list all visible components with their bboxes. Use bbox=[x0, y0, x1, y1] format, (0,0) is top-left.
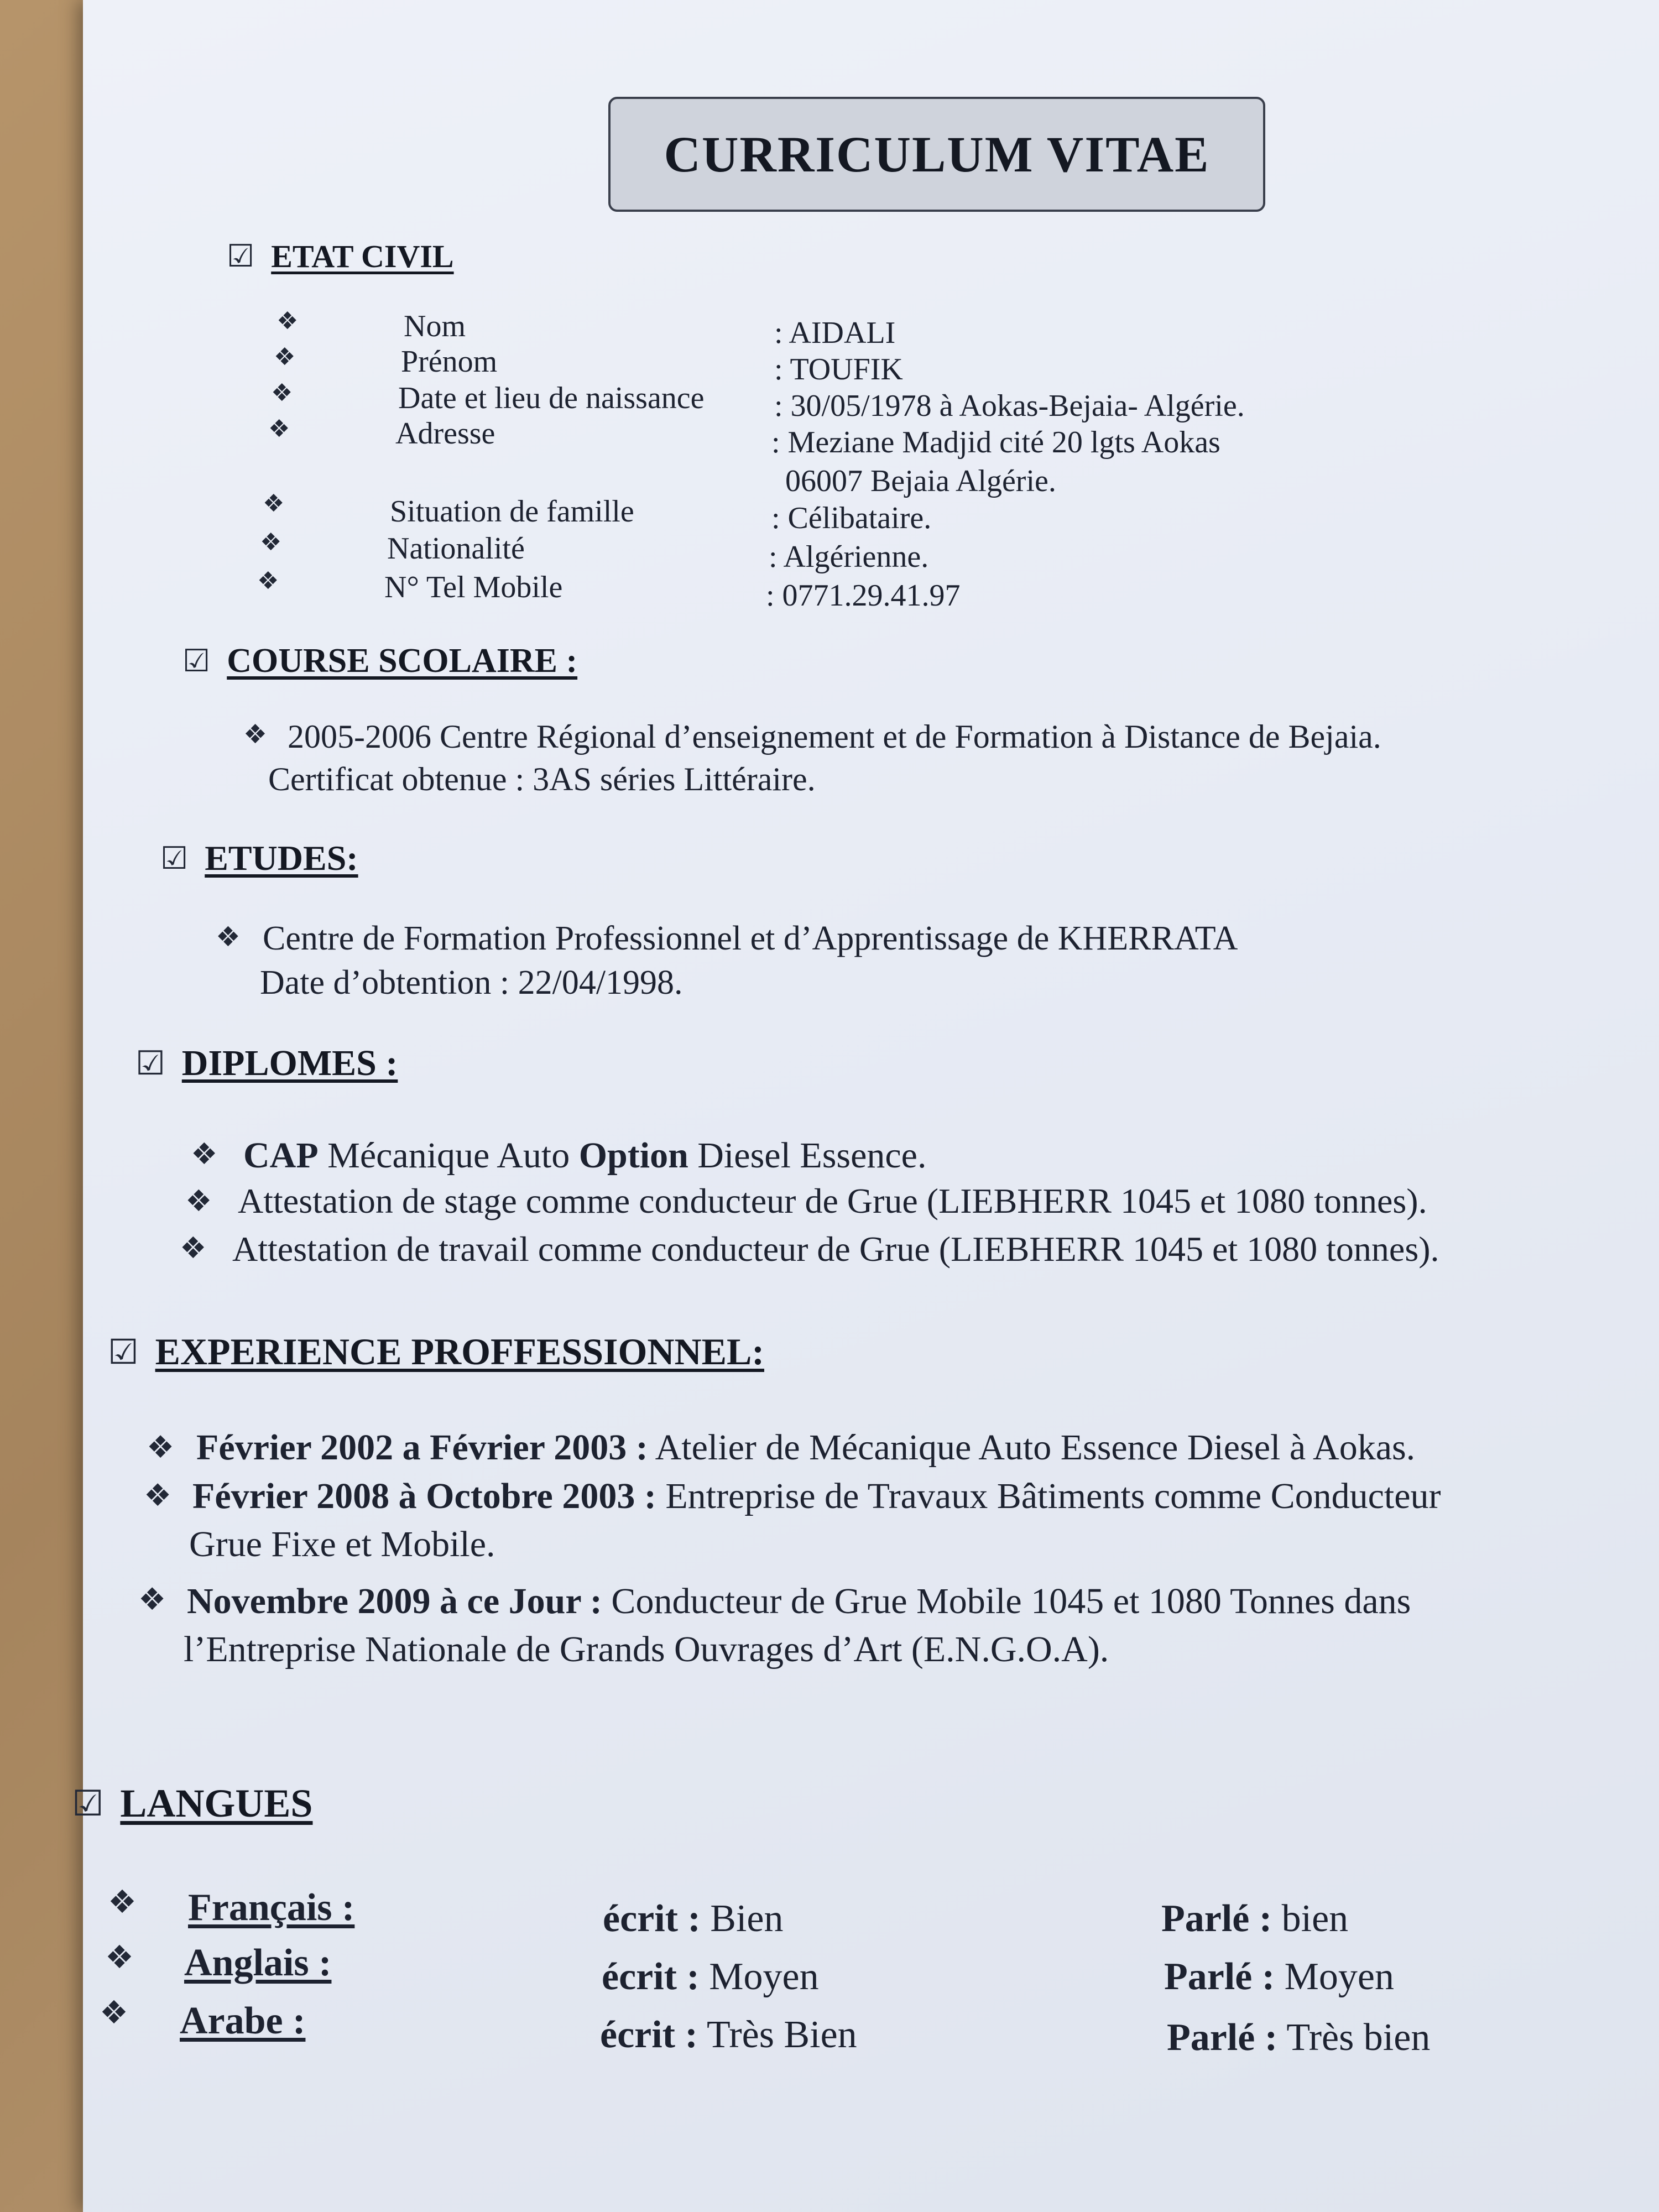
section-heading: LANGUES bbox=[120, 1781, 313, 1825]
section-etudes bbox=[160, 838, 358, 879]
parle-value: Moyen bbox=[1275, 1955, 1394, 1998]
section-diplomes bbox=[135, 1042, 398, 1084]
civil-value: : 30/05/1978 à Aokas-Bejaia- Algérie. bbox=[774, 389, 1245, 423]
bullet-icon: ❖ bbox=[257, 567, 279, 595]
section-heading: EXPERIENCE PROFFESSIONNEL: bbox=[155, 1331, 764, 1373]
language-parle-arabe bbox=[1167, 2016, 1430, 2060]
language-ecrit-arabe bbox=[600, 2013, 857, 2057]
civil-value: : TOUFIK bbox=[774, 352, 903, 387]
experience-item-2 bbox=[192, 1475, 1441, 1517]
bullet-icon: ❖ bbox=[260, 528, 282, 556]
checkbox-icon: ☑ bbox=[227, 238, 255, 274]
language-name-francais: Français : bbox=[188, 1886, 355, 1929]
bullet-icon: ❖ bbox=[263, 489, 285, 518]
diplome-cap: CAP bbox=[243, 1135, 319, 1176]
section-heading: ETAT CIVIL bbox=[271, 238, 454, 274]
diplome-item-2: Attestation de stage comme conducteur de Grue (LIEBHERR 1045 et 1080 tonnes). bbox=[238, 1181, 1427, 1220]
experience-text: Atelier de Mécanique Auto Essence Diesel à Aokas. bbox=[648, 1427, 1416, 1468]
bullet-icon: ❖ bbox=[185, 1183, 212, 1218]
experience-item-2-cont: Grue Fixe et Mobile. bbox=[189, 1524, 495, 1564]
civil-value: : 0771.29.41.97 bbox=[766, 578, 961, 613]
checkbox-icon: ☑ bbox=[72, 1783, 104, 1824]
diplome-option: Option bbox=[578, 1135, 688, 1176]
bullet-icon: ❖ bbox=[271, 379, 293, 407]
civil-label: Nom bbox=[404, 309, 466, 343]
experience-period: Février 2002 a Février 2003 : bbox=[196, 1427, 648, 1468]
section-langues bbox=[72, 1781, 312, 1827]
section-etat-civil bbox=[227, 238, 454, 275]
section-heading: COURSE SCOLAIRE : bbox=[227, 642, 578, 680]
language-name-anglais: Anglais : bbox=[184, 1942, 332, 1984]
civil-value: : Célibataire. bbox=[771, 501, 932, 535]
civil-label: N° Tel Mobile bbox=[384, 570, 563, 604]
parle-value: bien bbox=[1272, 1897, 1349, 1940]
page-title: CURRICULUM VITAE bbox=[664, 126, 1210, 182]
experience-item-3 bbox=[187, 1580, 1411, 1623]
diplome-text: Mécanique Auto bbox=[318, 1135, 579, 1176]
civil-label: Nationalité bbox=[387, 531, 525, 566]
section-heading: DIPLOMES : bbox=[181, 1043, 398, 1083]
civil-label: Adresse bbox=[395, 416, 495, 451]
language-parle-anglais bbox=[1164, 1955, 1394, 1999]
ecrit-label: écrit : bbox=[602, 1955, 700, 1998]
diplome-text: Diesel Essence. bbox=[688, 1135, 927, 1176]
section-experience bbox=[108, 1330, 764, 1374]
civil-label: Situation de famille bbox=[390, 494, 634, 529]
civil-value: : Algérienne. bbox=[769, 540, 929, 574]
civil-value: : AIDALI bbox=[774, 316, 896, 350]
course-line-2: Certificat obtenue : 3AS séries Littéraire. bbox=[268, 761, 816, 797]
diplome-item-3: Attestation de travail comme conducteur de Grue (LIEBHERR 1045 et 1080 tonnes). bbox=[232, 1229, 1439, 1269]
language-ecrit-francais bbox=[603, 1897, 784, 1941]
bullet-icon: ❖ bbox=[243, 719, 268, 750]
course-line-1: 2005-2006 Centre Régional d’enseignement et de Formation à Distance de Bejaia. bbox=[288, 718, 1381, 755]
parle-value: Très bien bbox=[1277, 2016, 1431, 2059]
etudes-line-2: Date d’obtention : 22/04/1998. bbox=[260, 964, 683, 1001]
civil-value: : Meziane Madjid cité 20 lgts Aokas bbox=[771, 425, 1220, 460]
ecrit-label: écrit : bbox=[603, 1897, 701, 1940]
parle-label: Parlé : bbox=[1164, 1955, 1275, 1998]
bullet-icon: ❖ bbox=[144, 1478, 172, 1514]
bullet-icon: ❖ bbox=[147, 1430, 175, 1465]
experience-text: Conducteur de Grue Mobile 1045 et 1080 Tonnes dans bbox=[602, 1581, 1411, 1621]
title-box bbox=[608, 97, 1265, 212]
bullet-icon: ❖ bbox=[216, 921, 241, 953]
checkbox-icon: ☑ bbox=[160, 840, 189, 877]
section-course-scolaire bbox=[182, 641, 577, 681]
language-name-arabe: Arabe : bbox=[180, 2000, 306, 2042]
bullet-icon: ❖ bbox=[138, 1582, 166, 1618]
checkbox-icon: ☑ bbox=[108, 1332, 139, 1372]
parle-label: Parlé : bbox=[1167, 2016, 1278, 2059]
ecrit-value: Moyen bbox=[699, 1955, 819, 1998]
civil-value: 06007 Bejaia Algérie. bbox=[785, 464, 1056, 498]
civil-label: Date et lieu de naissance bbox=[398, 381, 705, 415]
parle-label: Parlé : bbox=[1161, 1897, 1272, 1940]
experience-item-3-cont: l’Entreprise Nationale de Grands Ouvrages d’Art (E.N.G.O.A). bbox=[184, 1629, 1109, 1670]
section-heading: ETUDES: bbox=[205, 838, 358, 878]
ecrit-label: écrit : bbox=[600, 2013, 698, 2056]
language-ecrit-anglais bbox=[602, 1955, 819, 1999]
bullet-icon: ❖ bbox=[268, 415, 290, 443]
bullet-icon: ❖ bbox=[105, 1938, 134, 1976]
etudes-line-1: Centre de Formation Professionnel et d’Apprentissage de KHERRATA bbox=[263, 920, 1238, 957]
bullet-icon: ❖ bbox=[100, 1994, 128, 2031]
civil-label: Prénom bbox=[401, 345, 498, 379]
experience-period: Février 2008 à Octobre 2003 : bbox=[192, 1476, 656, 1516]
bullet-icon: ❖ bbox=[274, 343, 296, 371]
cv-paper bbox=[72, 0, 1659, 2212]
ecrit-value: Bien bbox=[700, 1897, 784, 1940]
language-parle-francais bbox=[1161, 1897, 1348, 1941]
ecrit-value: Très Bien bbox=[697, 2013, 857, 2056]
bullet-icon: ❖ bbox=[191, 1136, 218, 1171]
bullet-icon: ❖ bbox=[276, 307, 299, 335]
diplome-item-1 bbox=[243, 1135, 926, 1177]
bullet-icon: ❖ bbox=[180, 1230, 207, 1265]
experience-period: Novembre 2009 à ce Jour : bbox=[187, 1581, 602, 1621]
checkbox-icon: ☑ bbox=[135, 1044, 165, 1083]
experience-item-1 bbox=[196, 1427, 1415, 1469]
bullet-icon: ❖ bbox=[108, 1883, 137, 1921]
checkbox-icon: ☑ bbox=[182, 643, 211, 679]
experience-text: Entreprise de Travaux Bâtiments comme Conducteur bbox=[656, 1476, 1441, 1516]
